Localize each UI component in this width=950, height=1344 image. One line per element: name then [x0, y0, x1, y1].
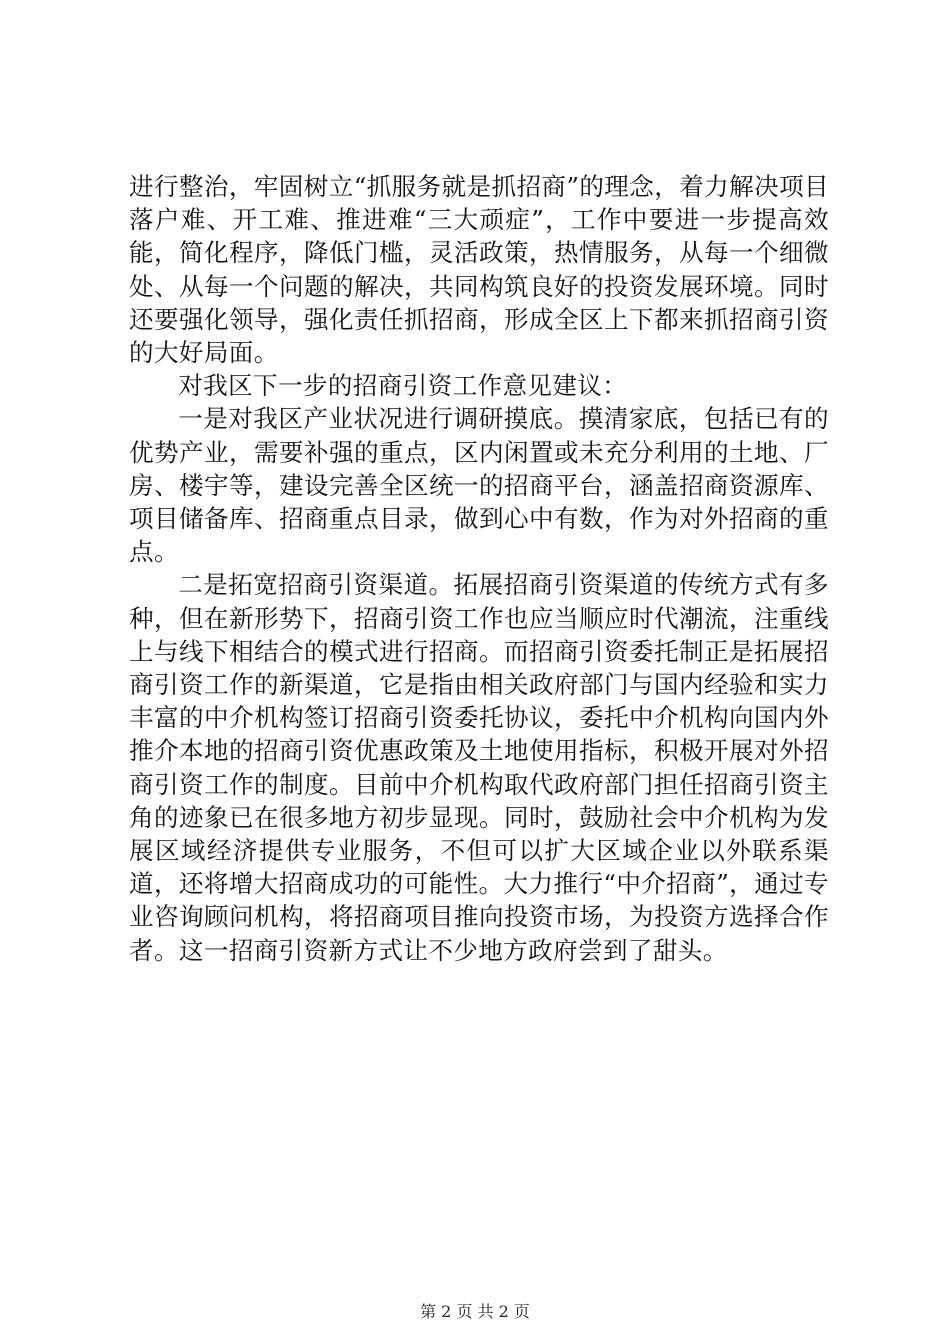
- paragraph-suggestions-heading: 对我区下一步的招商引资工作意见建议：: [178, 371, 628, 401]
- paragraph-suggestion-one: 一是对我区产业状况进行调研摸底。摸清家底，包括已有的优势产业，需要补强的重点，区内闲置或未充分利用的土地、厂房、楼宇等，建设完善全区统一的招商平台，涵盖招商资源库、项目储备库、招商重点目录，做到心中有数，作为对外招商的重点。: [129, 404, 829, 567]
- paragraph-continuation: 进行整治，牢固树立“抓服务就是抓招商”的理念，着力解决项目落户难、开工难、推进难“三大顽症”，工作中要进一步提高效能，简化程序，降低门槛，灵活政策，热情服务，从每一个细微处、从每一个问题的解决，共同构筑良好的投资发展环境。同时还要强化领导，强化责任抓招商，形成全区上下都来抓招商引资的大好局面。: [129, 172, 829, 368]
- page-number-footer: 第 2 页 共 2 页: [420, 1302, 530, 1321]
- paragraph-suggestion-two: 二是拓宽招商引资渠道。拓展招商引资渠道的传统方式有多种，但在新形势下，招商引资工作也应当顺应时代潮流，注重线上与线下相结合的模式进行招商。而招商引资委托制正是拓展招商引资工作的新渠道，它是指由相关政府部门与国内经验和实力丰富的中介机构签订招商引资委托协议，委托中介机构向国内外推介本地的招商引资优惠政策及土地使用指标，积极开展对外招商引资工作的制度。目前中介机构取代政府部门担任招商引资主角的迹象已在很多地方初步显现。同时，鼓励社会中介机构为发展区域经济提供专业服务，不但可以扩大区域企业以外联系渠道，还将增大招商成功的可能性。大力推行“中介招商”，通过专业咨询顾问机构，将招商项目推向投资市场，为投资方选择合作者。这一招商引资新方式让不少地方政府尝到了甜头。: [129, 570, 829, 965]
- document-body: [129, 170, 829, 967]
